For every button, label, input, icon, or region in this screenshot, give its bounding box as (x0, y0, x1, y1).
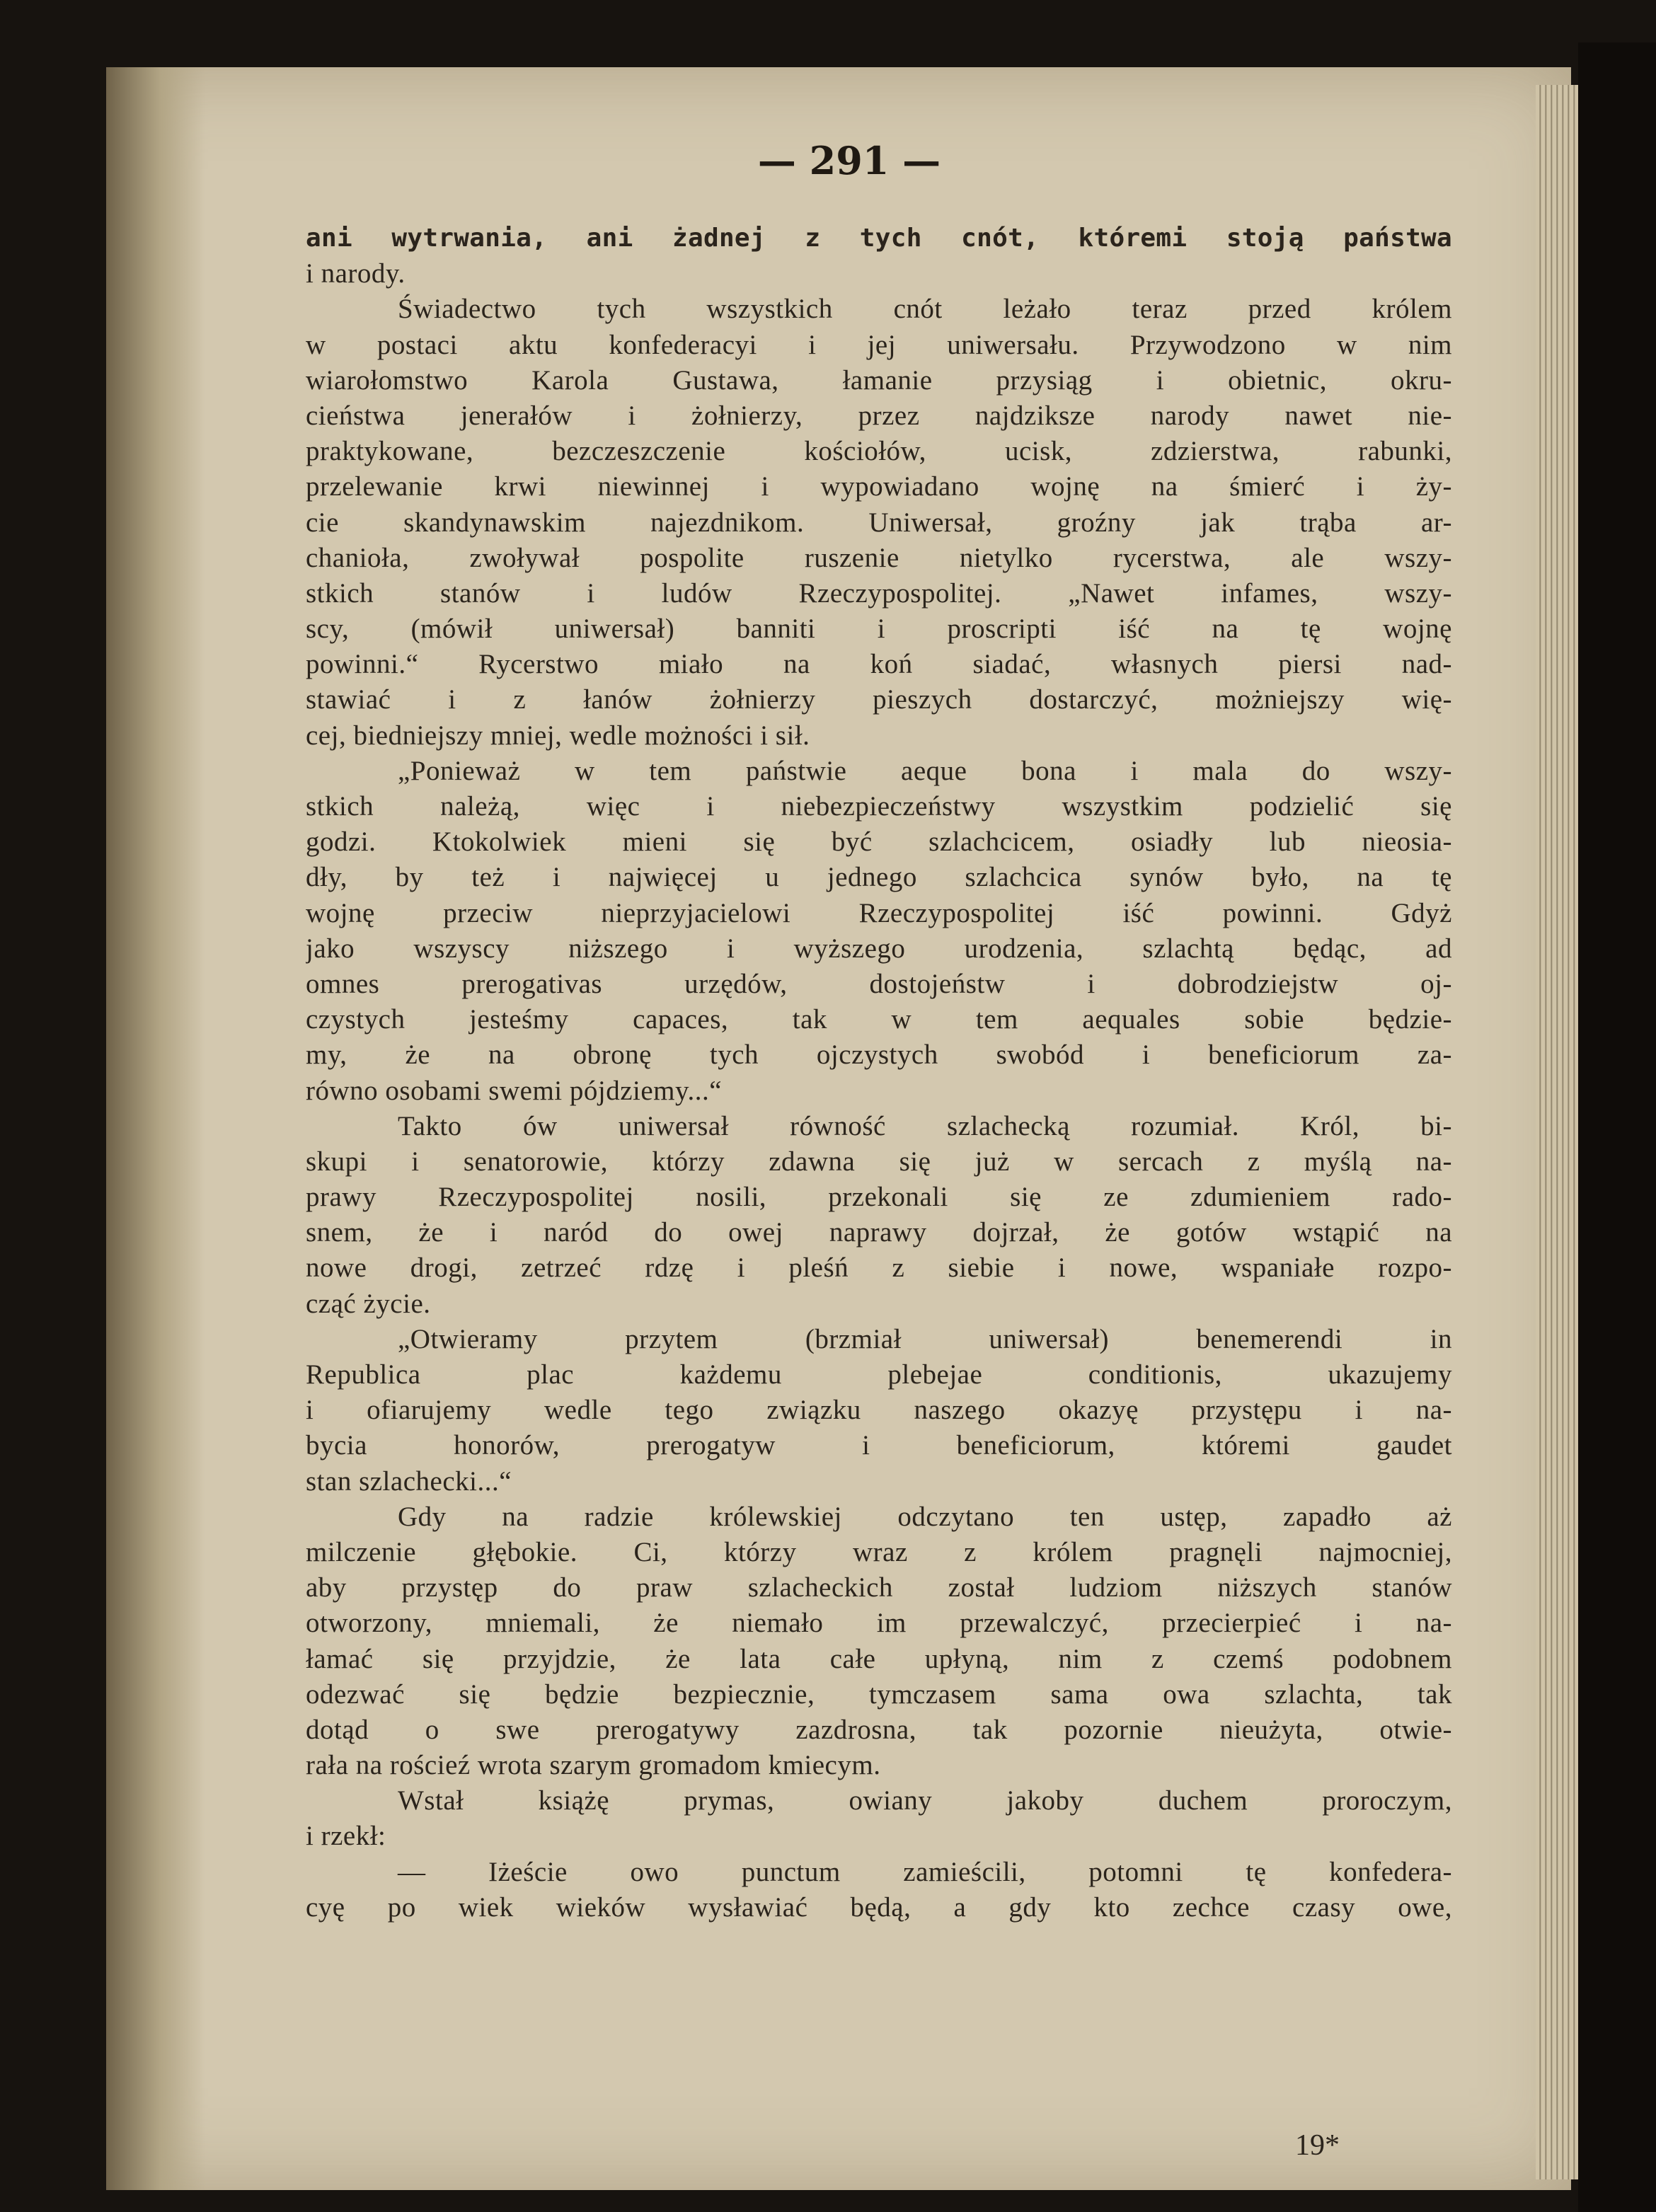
text-line: rała na rościeź wrota szarym gromadom kmiecym. (306, 1750, 881, 1781)
text-line: my, że na obronę tych ojczystych swobód i beneficiorum za- (306, 1039, 1452, 1071)
text-line: Republica plac każdemu plebejae conditionis, ukazujemy (306, 1359, 1452, 1390)
text-line: „Otwieramy przytem (brzmiał uniwersał) benemerendi in (398, 1323, 1452, 1354)
text-line: łamać się przyjdzie, że lata całe upłyną, nim z czemś podobnem (306, 1643, 1452, 1674)
text-line: cie skandynawskim najezdnikom. Uniwersał, groźny jak trąba ar- (306, 507, 1452, 538)
text-line: przelewanie krwi niewinnej i wypowiadano wojnę na śmierć i ży- (306, 471, 1452, 502)
text-line: cząć życie. (306, 1288, 431, 1319)
text-line: nowe drogi, zetrzeć rdzę i pleśń z siebie i nowe, wspaniałe rozpo- (306, 1252, 1452, 1284)
text-line: powinni.“ Rycerstwo miało na koń siadać, własnych piersi nad- (306, 649, 1452, 680)
text-line: dotąd o swe prerogatywy zazdrosna, tak pozornie nieużyta, otwie- (306, 1714, 1452, 1745)
text-line: jako wszyscy niższego i wyższego urodzenia, szlachtą będąc, ad (306, 933, 1452, 964)
text-line: cej, biedniejszy mniej, wedle możności i sił. (306, 720, 810, 751)
text-line: i rzekł: (306, 1821, 386, 1852)
text-line: — Iżeście owo punctum zamieścili, potomni tę konfedera- (398, 1856, 1452, 1887)
text-line: scy, (mówił uniwersał) banniti i proscripti iść na tę wojnę (306, 614, 1452, 645)
text-line: równo osobami swemi pójdziemy...“ (306, 1075, 723, 1106)
text-line: Wstał książę prymas, owiany jakoby duchem proroczym, (398, 1785, 1452, 1816)
text-line: bycia honorów, prerogatyw i beneficiorum, któremi gaudet (306, 1430, 1452, 1461)
text-line: Świadectwo tych wszystkich cnót leżało teraz przed królem (398, 294, 1452, 325)
text-line: odezwać się będzie bezpiecznie, tymczasem sama owa szlachta, tak (306, 1678, 1452, 1710)
text-line: i narody. (306, 258, 406, 289)
text-line: godzi. Ktokolwiek mieni się być szlachcicem, osiadły lub nieosia- (306, 826, 1452, 858)
page-number: — 291 — (757, 138, 941, 183)
text-line: czystych jesteśmy capaces, tak w tem aequales sobie będzie- (306, 1004, 1452, 1035)
text-line: praktykowane, bezczeszczenie kościołów, ucisk, zdzierstwa, rabunki, (306, 436, 1452, 467)
text-line: stan szlachecki...“ (306, 1465, 512, 1497)
text-line: Gdy na radzie królewskiej odczytano ten ustęp, zapadło aż (398, 1501, 1452, 1532)
text-line: wojnę przeciw nieprzyjacielowi Rzeczypospolitej iść powinni. Gdyż (306, 897, 1452, 928)
text-line: omnes prerogativas urzędów, dostojeństw i dobrodziejstw oj- (306, 968, 1452, 999)
text-line: i ofiarujemy wedle tego związku naszego okazyę przystępu i na- (306, 1395, 1452, 1426)
text-line: stawiać i z łanów żołnierzy pieszych dostarczyć, możniejszy wię- (306, 684, 1452, 715)
text-line: stkich należą, więc i niebezpieczeństwy wszystkim podzielić się (306, 791, 1452, 822)
text-line: dły, by też i najwięcej u jednego szlachcica synów było, na tę (306, 862, 1452, 893)
page-gutter-shadow (106, 67, 205, 2190)
text-line: aby przystęp do praw szlacheckich został ludziom niższych stanów (306, 1572, 1452, 1603)
text-line: snem, że i naród do owej naprawy dojrzał, że gotów wstąpić na (306, 1217, 1452, 1248)
text-line: otworzony, mniemali, że niemało im przewalczyć, przecierpieć i na- (306, 1608, 1452, 1639)
text-line: ani wytrwania, ani żadnej z tych cnót, któremi stoją państwa (306, 224, 1452, 253)
text-line: wiarołomstwo Karola Gustawa, łamanie przysiąg i obietnic, okru- (306, 364, 1452, 396)
text-line: w postaci aktu konfederacyi i jej uniwersału. Przywodzono w nim (306, 329, 1452, 360)
text-line: Takto ów uniwersał równość szlachecką rozumiał. Król, bi- (398, 1110, 1452, 1141)
text-line: chanioła, zwoływał pospolite ruszenie nietylko rycerstwa, ale wszy- (306, 542, 1452, 573)
text-line: „Ponieważ w tem państwie aeque bona i mala do wszy- (398, 755, 1452, 786)
page-edges (1536, 85, 1578, 2179)
printer-signature-mark: 19* (1295, 2129, 1340, 2162)
text-line: cieństwa jenerałów i żołnierzy, przez najdziksze narody nawet nie- (306, 400, 1452, 431)
text-line: milczenie głębokie. Ci, którzy wraz z królem pragnęli najmocniej, (306, 1536, 1452, 1567)
book-cover-edge (1578, 42, 1656, 2212)
text-line: skupi i senatorowie, którzy zdawna się już w sercach z myślą na- (306, 1146, 1452, 1177)
page-body-text (306, 221, 1452, 1925)
text-line: stkich stanów i ludów Rzeczypospolitej. „Nawet infames, wszy- (306, 577, 1452, 609)
text-line: prawy Rzeczypospolitej nosili, przekonali się ze zdumieniem rado- (306, 1182, 1452, 1213)
text-line: cyę po wiek wieków wysławiać będą, a gdy kto zechce czasy owe, (306, 1891, 1452, 1923)
